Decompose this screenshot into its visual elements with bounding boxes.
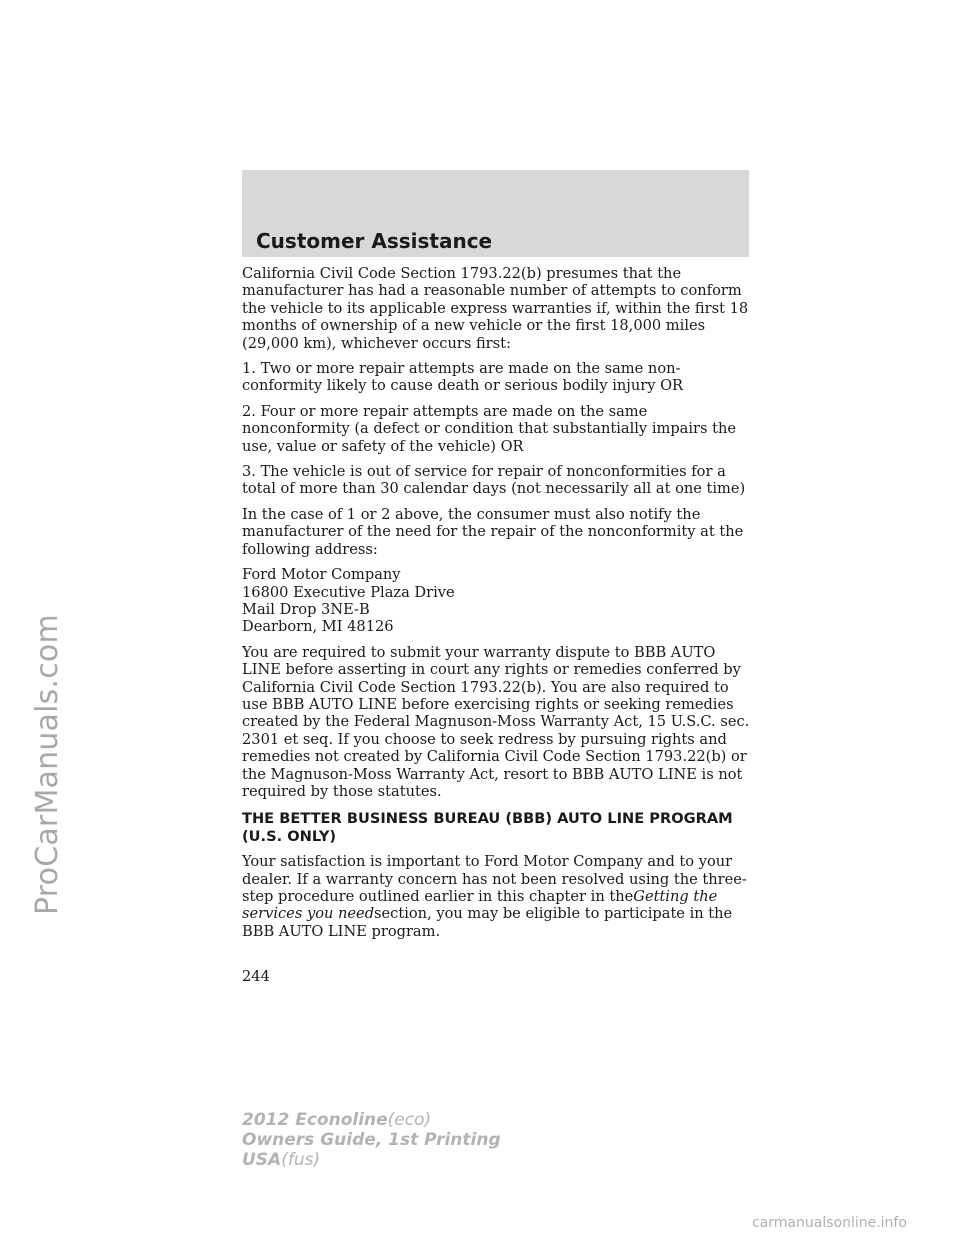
paragraph-condition-2: 2. Four or more repair attempts are made on the same nonconformity (a defect or condition that substantially impairs the use, value or safety of the vehicle) OR	[242, 402, 737, 455]
footer-model-code: (eco)	[387, 1110, 432, 1130]
footer-line: Owners Guide, 1st Printing	[242, 1130, 501, 1150]
page-number: 244	[242, 968, 270, 985]
paragraph-text: section, you may be eligible to participate in the BBB AUTO LINE program.	[242, 905, 733, 940]
section-title: Customer Assistance	[256, 229, 493, 253]
address-line: Ford Motor Company	[242, 566, 401, 584]
cross-reference: Getting the services you need	[242, 888, 718, 923]
footer-market-code: (fus)	[281, 1150, 321, 1170]
paragraph-text: Your satisfaction is important to Ford Motor Company and to your dealer. If a warranty concern has not been resolved using the three-step procedure outlined earlier in this chapter in the	[242, 853, 747, 905]
paragraph-bbb-requirement: You are required to submit your warranty dispute to BBB AUTO LINE before asserting in court any rights or remedies conferred by California Civil Code Section 1793.22(b). You are also required to use BBB AUTO LINE before exercising rights or seeking remedies created by the Federal Magnuson-Moss Warranty Act, 15 U.S.C. sec. 2301 et seq. If you choose to seek redress by pursuing rights and remedies not created by California Civil Code Section 1793.22(b) or the Magnuson-Moss Warranty Act, resort to BBB AUTO LINE is not required by those statutes.	[242, 643, 750, 800]
footer-line	[242, 1110, 501, 1130]
paragraph-satisfaction	[242, 853, 757, 940]
mailing-address	[242, 566, 757, 636]
paragraph-notify: In the case of 1 or 2 above, the consumer must also notify the manufacturer of the need for the repair of the nonconformity at the following address:	[242, 505, 744, 558]
paragraph-presumption: California Civil Code Section 1793.22(b) presumes that the manufacturer has had a reasonable number of attempts to conform the vehicle to its applicable express warranties if, within the first 18 months of ownership of a new vehicle or the first 18,000 miles (29,000 km), whichever occurs first:	[242, 265, 749, 352]
paragraph-condition-3: 3. The vehicle is out of service for repair of nonconformities for a total of more than 30 calendar days (not necessarily all at one time)	[242, 463, 746, 498]
bottom-watermark: carmanualsonline.info	[752, 1215, 907, 1231]
address-line: Dearborn, MI 48126	[242, 618, 394, 636]
section-heading: THE BETTER BUSINESS BUREAU (BBB) AUTO LINE PROGRAM (U.S. ONLY)	[242, 810, 733, 845]
address-line: 16800 Executive Plaza Drive	[242, 583, 455, 601]
address-line: Mail Drop 3NE-B	[242, 600, 370, 618]
side-watermark: ProCarManuals.com	[30, 614, 65, 915]
footer-market: USA	[242, 1150, 282, 1170]
paragraph-condition-1: 1. Two or more repair attempts are made on the same non-conformity likely to cause death or serious bodily injury OR	[242, 360, 684, 395]
document-footer	[242, 1110, 501, 1170]
section-header-band	[242, 170, 749, 257]
page-content	[242, 265, 757, 948]
footer-line	[242, 1150, 501, 1170]
footer-model: 2012 Econoline	[242, 1110, 388, 1130]
